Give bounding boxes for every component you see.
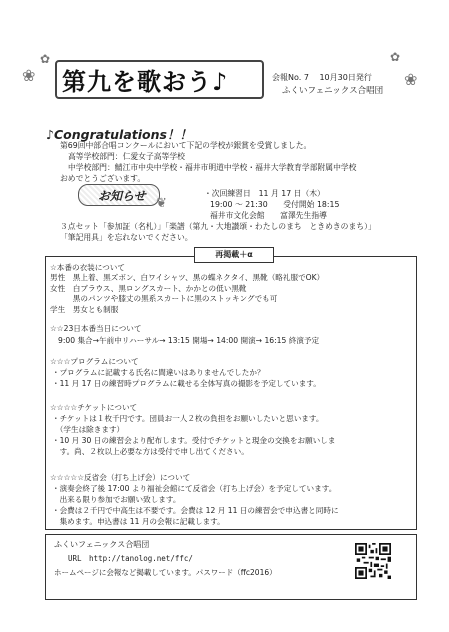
schedule-line: 福井市文化会館 富澤先生指導	[210, 211, 327, 220]
section-heading: ☆☆23日本番当日について	[50, 324, 142, 333]
congrats-line: 高等学校部門：仁愛女子高等学校	[68, 152, 185, 161]
section-line: ・チケットは１枚千円です。団員お一人２枚の負担をお願いしたいと思います。	[52, 414, 324, 423]
section-line: 集めます。申込書は 11 月の会報に記載します。	[52, 517, 225, 526]
section-line: ・プログラムに記載する氏名に間違いはありませんでしたか？	[52, 368, 265, 377]
section-line: ・会費は２千円で中高生は不要です。会費は 12 月 11 日の練習会で申込書と同時に	[52, 506, 339, 515]
section-line: 学生 男女とも制服	[50, 305, 119, 314]
section-heading: ☆☆☆プログラムについて	[50, 357, 139, 366]
flower-icon: ✿	[390, 50, 401, 64]
items-line: ３点セット「参加証（名札）」「楽譜（第九・大地讃頌・わたしのまち ときめきのまち）」	[60, 222, 376, 231]
notice-label: お知らせ	[98, 189, 146, 203]
issue-info: 会報No. 7 10月30日発行	[272, 73, 372, 82]
section-line: （学生は除きます）	[52, 425, 125, 434]
reprint-label: 再掲載＋α	[194, 247, 274, 263]
section-heading: ☆本番の衣装について	[50, 263, 125, 272]
section-heading: ☆☆☆☆☆反省会（打ち上げ会）について	[50, 473, 191, 482]
footer-url[interactable]: URL http://tanolog.net/ffc/	[68, 554, 193, 563]
section-line: 出来る限り参加でお願い致します。	[52, 495, 181, 504]
flower-icon: ❀	[22, 66, 36, 85]
section-line: ・11 月 17 日の練習時プログラムに載せる全体写真の撮影を予定しています。	[52, 379, 321, 388]
page-title: 第九を歌おう♪	[62, 67, 229, 96]
section-heading: ☆☆☆☆チケットについて	[50, 403, 138, 412]
congrats-title: ♪Congratulations！！	[46, 127, 192, 142]
section-line: ・10 月 30 日の練習会より配布します。受付でチケットと現金の交換をお願いしま	[52, 436, 336, 445]
section-line: 女性 白ブラウス、黒ロングスカート、かかとの低い黒靴	[50, 284, 247, 293]
footer-note: ホームページに会報など掲載しています。パスワード（ffc2016）	[54, 568, 277, 577]
section-line: 男性 黒上着、黒ズボン、白ワイシャツ、黒の蝶ネクタイ、黒靴（略礼服でOK）	[50, 273, 325, 282]
schedule-line: 19:00 ～ 21:30 受付開始 18:15	[210, 200, 340, 209]
items-line: 「筆記用具」を忘れないでください。	[60, 233, 193, 242]
flower-icon: ✿	[40, 52, 51, 66]
footer-name: ふくいフェニックス合唱団	[54, 540, 150, 549]
leaf-icon: ❦	[156, 196, 167, 211]
section-line: 黒のパンツや膝丈の黒系スカートに黒のストッキングでも可	[50, 294, 278, 303]
congrats-line: 中学校部門：鯖江市中央中学校・福井市明道中学校・福井大学教育学部附属中学校	[68, 163, 357, 172]
schedule-line: ・次回練習日 11 月 17 日（木）	[204, 189, 325, 198]
section-line: 9:00 集合→午前中リハーサル→ 13:15 開場→ 14:00 開演→ 16:15 終演予定	[58, 336, 320, 345]
section-line: す。尚、２枚以上必要な方は受付で申し出てください。	[52, 447, 249, 456]
congrats-line: おめでとうございます。	[60, 174, 146, 183]
choir-name: ふくいフェニックス合唱団	[282, 86, 384, 96]
flower-icon: ❀	[404, 70, 418, 89]
section-line: ・演奏会終了後 17:00 より福祉会館にて反省会（打ち上げ会）を予定しています。	[52, 484, 337, 493]
congrats-line: 第69回中部合唱コンクールにおいて下記の学校が銀賞を受賞しました。	[60, 141, 312, 150]
qr-code-icon	[355, 543, 391, 579]
